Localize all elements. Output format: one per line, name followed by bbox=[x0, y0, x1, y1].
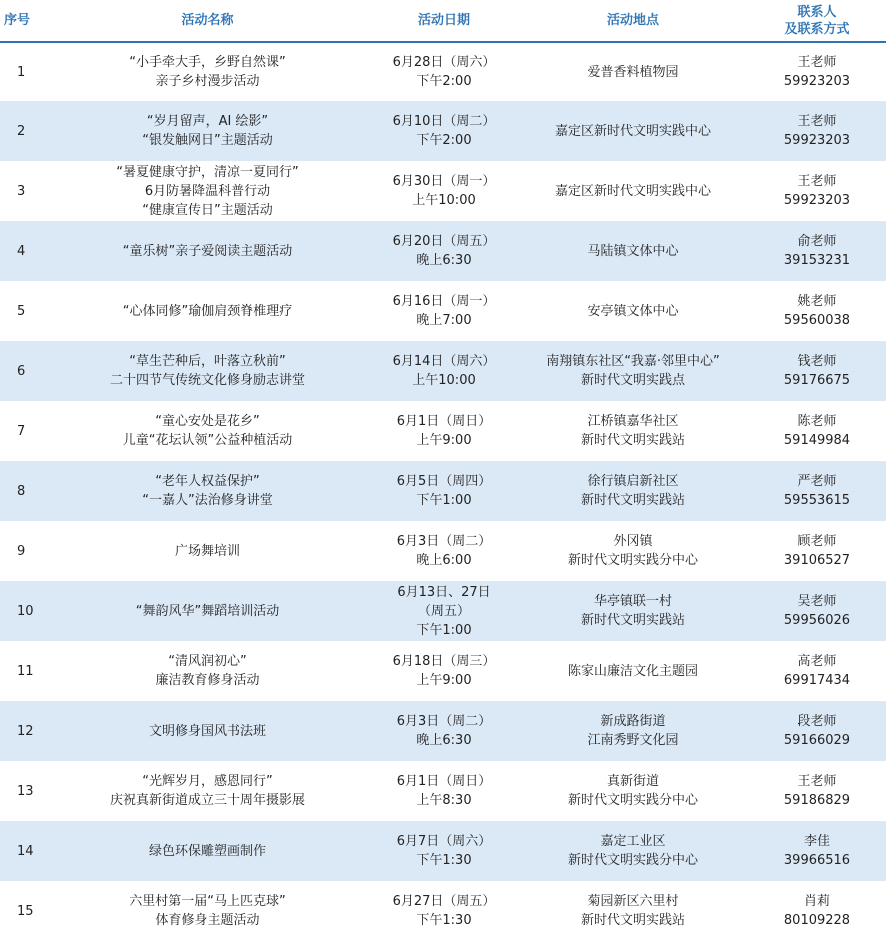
activity-name: “舞韵风华”舞蹈培训活动 bbox=[45, 581, 370, 641]
table-row bbox=[0, 161, 886, 221]
activity-name: 文明修身国风书法班 bbox=[45, 701, 370, 761]
table-row bbox=[0, 461, 886, 521]
contact-info: 严老师 59553615 bbox=[748, 461, 886, 521]
activity-date: 6月3日（周二） 晚上6:30 bbox=[370, 701, 518, 761]
activity-date: 6月13日、27日 （周五） 下午1:00 bbox=[370, 581, 518, 641]
activity-name: “老年人权益保护” “一嘉人”法治修身讲堂 bbox=[45, 461, 370, 521]
row-number: 5 bbox=[17, 303, 26, 319]
activity-place: 嘉定工业区 新时代文明实践分中心 bbox=[518, 821, 748, 881]
table-row bbox=[0, 281, 886, 341]
table-row bbox=[0, 101, 886, 161]
header-name: 活动名称 bbox=[45, 0, 370, 42]
row-number: 11 bbox=[17, 663, 34, 679]
activity-date: 6月1日（周日） 上午8:30 bbox=[396, 774, 492, 808]
row-number: 14 bbox=[0, 821, 45, 881]
activity-date: 6月27日（周五） 下午1:30 bbox=[392, 894, 496, 928]
activity-name: 绿色环保雕塑画制作 bbox=[45, 821, 370, 881]
contact-info: 李佳 39966516 bbox=[748, 821, 886, 881]
header-no: 序号 bbox=[0, 0, 45, 42]
contact-info: 段老师 59166029 bbox=[748, 701, 886, 761]
row-number: 12 bbox=[0, 701, 45, 761]
activity-name: “童心安处是花乡” 儿童“花坛认领”公益种植活动 bbox=[122, 414, 293, 448]
activity-name: “小手牵大手，乡野自然课” 亲子乡村漫步活动 bbox=[129, 55, 286, 89]
contact-info: 王老师 59923203 bbox=[783, 174, 851, 208]
row-number: 15 bbox=[17, 903, 34, 919]
row-number: 1 bbox=[17, 64, 26, 80]
row-number: 9 bbox=[17, 543, 26, 559]
row-number: 10 bbox=[0, 581, 45, 641]
row-number: 13 bbox=[17, 783, 34, 799]
row-number: 2 bbox=[0, 101, 45, 161]
activity-date: 6月28日（周六） 下午2:00 bbox=[392, 55, 496, 89]
contact-info: 肖莉 80109228 bbox=[783, 894, 851, 928]
header-row bbox=[0, 0, 886, 42]
row-number: 3 bbox=[17, 183, 26, 199]
activity-date: 6月20日（周五） 晚上6:30 bbox=[370, 221, 518, 281]
contact-info: 姚老师 59560038 bbox=[783, 294, 851, 328]
activity-place: 徐行镇启新社区 新时代文明实践站 bbox=[518, 461, 748, 521]
activity-name: “草生芒种后，叶落立秋前” 二十四节气传统文化修身励志讲堂 bbox=[45, 341, 370, 401]
activity-date: 6月1日（周日） 上午9:00 bbox=[396, 414, 492, 448]
activity-place: 江桥镇嘉华社区 新时代文明实践站 bbox=[580, 414, 685, 448]
table-row bbox=[0, 401, 886, 461]
contact-info: 陈老师 59149984 bbox=[783, 414, 851, 448]
row-number: 6 bbox=[0, 341, 45, 401]
activity-place: 爱普香料植物园 bbox=[587, 64, 679, 80]
activity-name: “清风润初心” 廉洁教育修身活动 bbox=[155, 654, 260, 688]
table-row bbox=[0, 761, 886, 821]
header-contact: 联系人 及联系方式 bbox=[748, 0, 886, 42]
activity-place: 安亭镇文体中心 bbox=[587, 303, 679, 319]
header-date: 活动日期 bbox=[370, 0, 518, 42]
table-row bbox=[0, 821, 886, 881]
activity-name: “心体同修”瑜伽肩颈脊椎理疗 bbox=[122, 303, 293, 319]
activity-place: 外冈镇 新时代文明实践分中心 bbox=[567, 534, 698, 568]
activity-place: 菊园新区六里村 新时代文明实践站 bbox=[580, 894, 685, 928]
activity-place: 南翔镇东社区“我嘉·邻里中心” 新时代文明实践点 bbox=[518, 341, 748, 401]
table-row bbox=[0, 341, 886, 401]
table-row bbox=[0, 581, 886, 641]
activity-name: “暑夏健康守护，清凉一夏同行” 6月防暑降温科普行动 “健康宣传日”主题活动 bbox=[116, 164, 299, 218]
table-row bbox=[0, 221, 886, 281]
row-number: 7 bbox=[17, 423, 26, 439]
header-place: 活动地点 bbox=[518, 0, 748, 42]
contact-info: 钱老师 59176675 bbox=[748, 341, 886, 401]
contact-info: 王老师 59923203 bbox=[748, 101, 886, 161]
activity-place: 马陆镇文体中心 bbox=[518, 221, 748, 281]
activity-name: 六里村第一届“马上匹克球” 体育修身主题活动 bbox=[129, 894, 286, 928]
table-row bbox=[0, 881, 886, 941]
activity-date: 6月5日（周四） 下午1:00 bbox=[370, 461, 518, 521]
contact-info: 高老师 69917434 bbox=[783, 654, 851, 688]
activity-name: “童乐树”亲子爱阅读主题活动 bbox=[45, 221, 370, 281]
row-number: 8 bbox=[0, 461, 45, 521]
contact-info: 顾老师 39106527 bbox=[783, 534, 851, 568]
table-row bbox=[0, 521, 886, 581]
table-row bbox=[0, 701, 886, 761]
activity-place: 嘉定区新时代文明实践中心 bbox=[518, 101, 748, 161]
activity-name: 广场舞培训 bbox=[174, 543, 240, 559]
row-number: 4 bbox=[0, 221, 45, 281]
contact-info: 王老师 59186829 bbox=[783, 774, 851, 808]
activity-date: 6月10日（周二） 下午2:00 bbox=[370, 101, 518, 161]
activity-place: 真新街道 新时代文明实践分中心 bbox=[567, 774, 698, 808]
activity-place: 嘉定区新时代文明实践中心 bbox=[554, 183, 711, 199]
contact-info: 吴老师 59956026 bbox=[748, 581, 886, 641]
table-row bbox=[0, 641, 886, 701]
activity-date: 6月18日（周三） 上午9:00 bbox=[392, 654, 496, 688]
activity-name: “岁月留声，AI 绘影” “银发触网日”主题活动 bbox=[45, 101, 370, 161]
activity-date: 6月14日（周六） 上午10:00 bbox=[370, 341, 518, 401]
activity-place: 华亭镇联一村 新时代文明实践站 bbox=[518, 581, 748, 641]
contact-info: 王老师 59923203 bbox=[783, 55, 851, 89]
activity-date: 6月30日（周一） 上午10:00 bbox=[392, 174, 496, 208]
activity-date: 6月7日（周六） 下午1:30 bbox=[370, 821, 518, 881]
activity-date: 6月16日（周一） 晚上7:00 bbox=[392, 294, 496, 328]
contact-info: 俞老师 39153231 bbox=[748, 221, 886, 281]
table-row bbox=[0, 42, 886, 101]
activity-name: “光辉岁月，感恩同行” 庆祝真新街道成立三十周年摄影展 bbox=[109, 774, 305, 808]
activity-place: 新成路街道 江南秀野文化园 bbox=[518, 701, 748, 761]
activity-place: 陈家山廉洁文化主题园 bbox=[567, 663, 698, 679]
activity-date: 6月3日（周二） 晚上6:00 bbox=[396, 534, 492, 568]
